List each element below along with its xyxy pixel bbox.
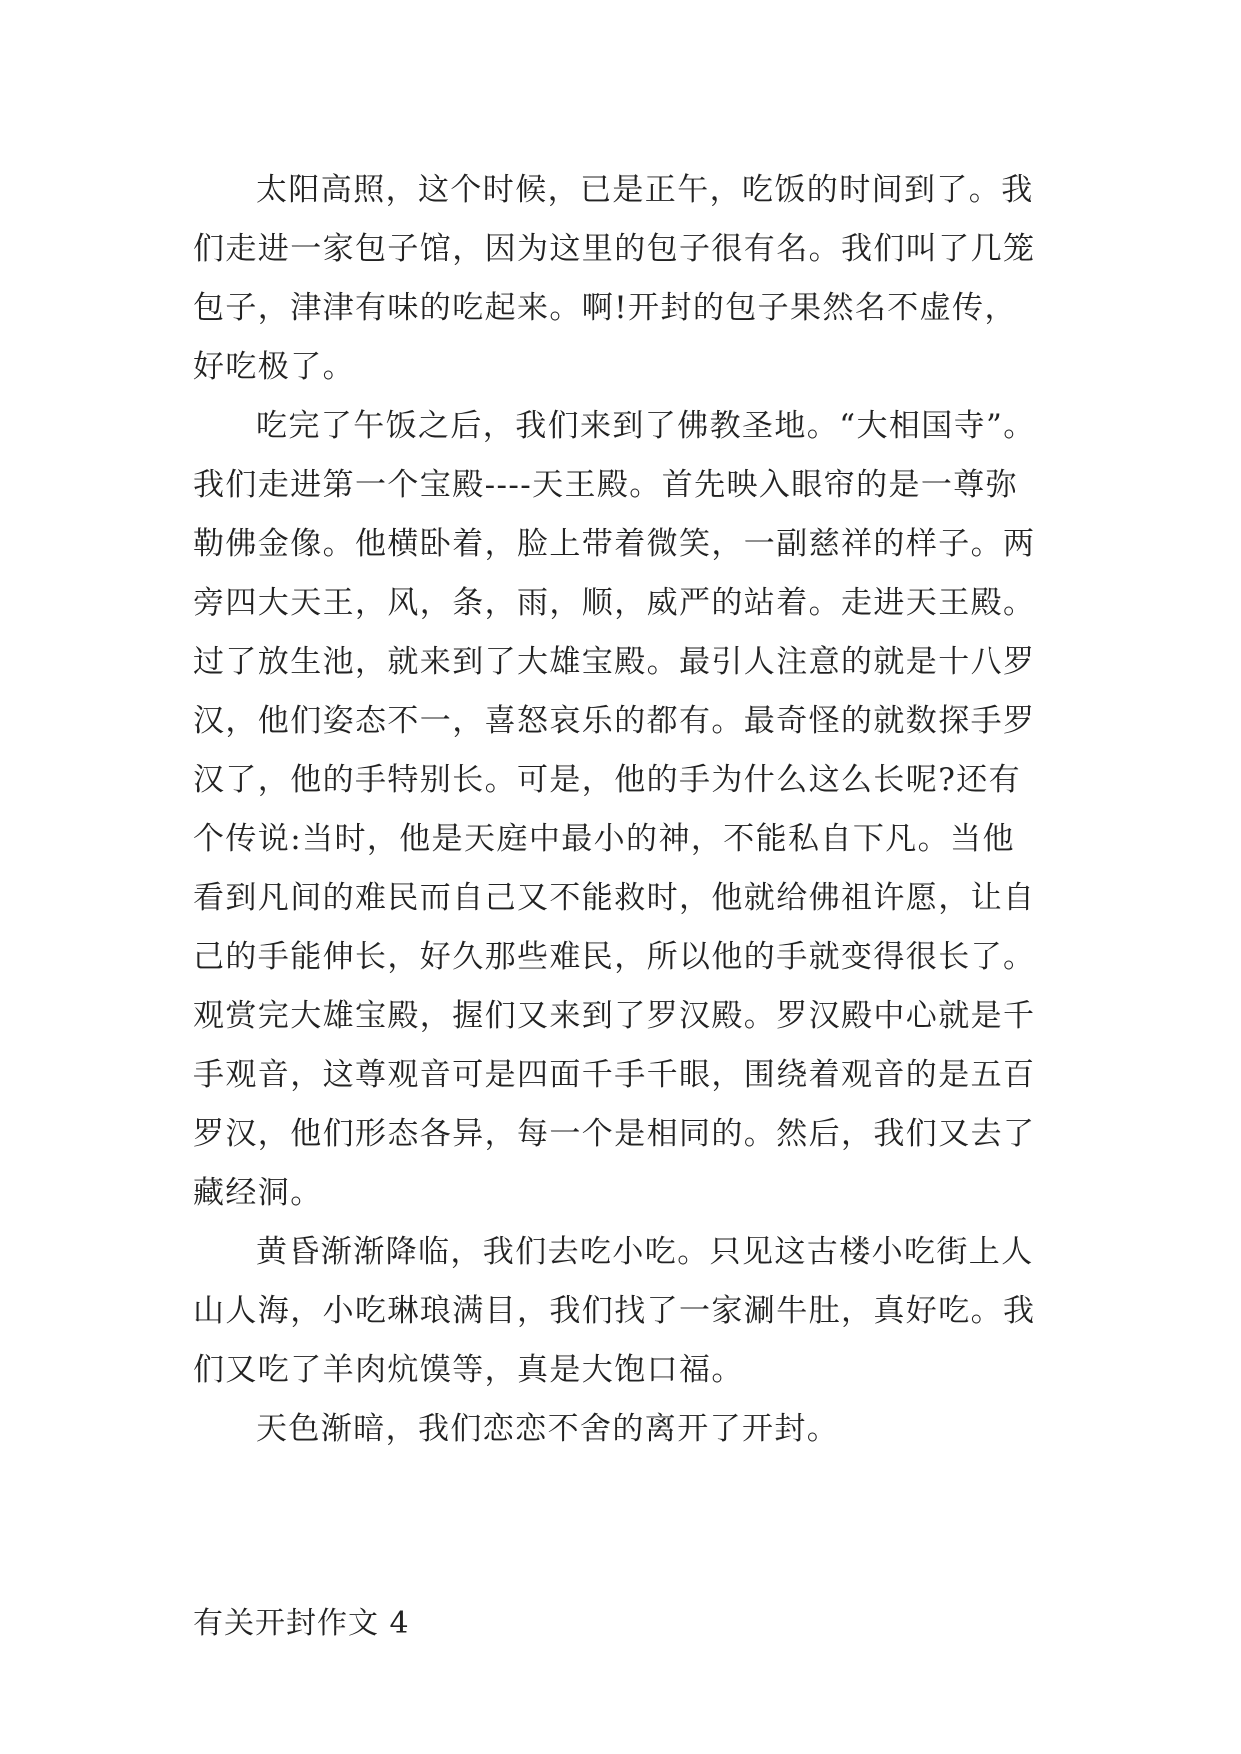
- paragraph-1-line-2: 们走进一家包子馆，因为这里的包子很有名。我们叫了几笼: [193, 231, 1036, 267]
- paragraph-2-line-14: 藏经洞。: [193, 1175, 323, 1211]
- paragraph-2-line-10: 己的手能伸长，好久那些难民，所以他的手就变得很长了。: [193, 939, 1036, 975]
- paragraph-2-line-3: 勒佛金像。他横卧着，脸上带着微笑，一副慈祥的样子。两: [193, 526, 1036, 562]
- paragraph-2-line-6: 汉，他们姿态不一，喜怒哀乐的都有。最奇怪的就数探手罗: [193, 703, 1036, 739]
- paragraph-1-line-4: 好吃极了。: [193, 349, 355, 385]
- paragraph-3-line-1: 黄昏渐渐降临，我们去吃小吃。只见这古楼小吃街上人: [256, 1234, 1034, 1270]
- paragraph-2-line-5: 过了放生池，就来到了大雄宝殿。最引人注意的就是十八罗: [193, 644, 1036, 680]
- paragraph-2-line-4: 旁四大天王，风，条，雨，顺，威严的站着。走进天王殿。: [193, 585, 1036, 621]
- paragraph-2-line-9: 看到凡间的难民而自己又不能救时，他就给佛祖许愿，让自: [193, 880, 1036, 916]
- paragraph-2-line-13: 罗汉，他们形态各异，每一个是相同的。然后，我们又去了: [193, 1116, 1036, 1152]
- section-heading: 有关开封作文 4: [193, 1606, 410, 1641]
- paragraph-2-line-2: 我们走进第一个宝殿----天王殿。首先映入眼帘的是一尊弥: [193, 467, 1019, 503]
- paragraph-1-line-3: 包子，津津有味的吃起来。啊!开封的包子果然名不虚传，: [193, 290, 1017, 326]
- paragraph-2-line-1: 吃完了午饭之后，我们来到了佛教圣地。“大相国寺”。: [256, 408, 1036, 444]
- paragraph-2-line-8: 个传说:当时，他是天庭中最小的神，不能私自下凡。当他: [193, 821, 1015, 857]
- paragraph-2-line-7: 汉了，他的手特别长。可是，他的手为什么这么长呢?还有: [193, 762, 1022, 798]
- paragraph-1-line-1: 太阳高照，这个时候，已是正午，吃饭的时间到了。我: [256, 172, 1034, 208]
- paragraph-2-line-11: 观赏完大雄宝殿，握们又来到了罗汉殿。罗汉殿中心就是千: [193, 998, 1036, 1034]
- paragraph-4-line-1: 天色渐暗，我们恋恋不舍的离开了开封。: [256, 1411, 840, 1447]
- paragraph-3-line-2: 山人海，小吃琳琅满目，我们找了一家涮牛肚，真好吃。我: [193, 1293, 1036, 1329]
- paragraph-2-line-12: 手观音，这尊观音可是四面千手千眼，围绕着观音的是五百: [193, 1057, 1036, 1093]
- paragraph-3-line-3: 们又吃了羊肉炕馍等，真是大饱口福。: [193, 1352, 744, 1388]
